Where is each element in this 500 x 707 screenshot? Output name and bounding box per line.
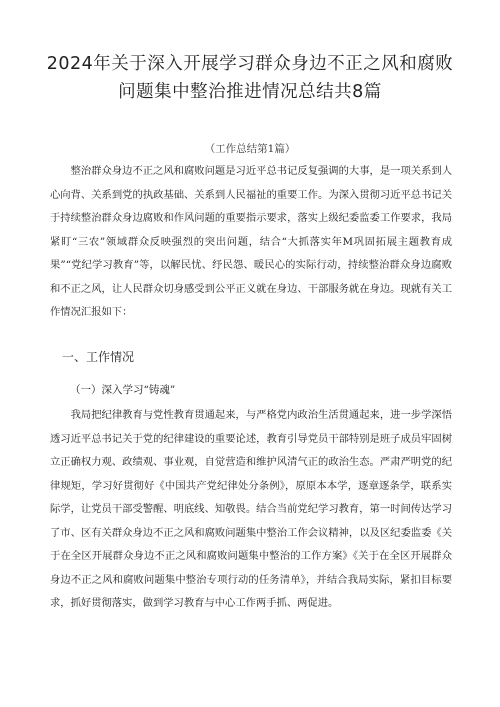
intro-paragraph: 整治群众身边不正之风和腐败问题是习近平总书记反复强调的大事，是一项关系到人心向背、关系到党的执政基础、关系到人民福祉的重要工作。为深入贯彻习近平总书记关于持续整治群众身边腐败和作风问题的重要指示要求，落实上级纪委监委工作要求，我局紧盯“三农”领域群众反映强烈的突出问题，结合“大抓落实年M巩固拓展主题教育成果”“党纪学习教育”等，以解民忧、纾民怨、暖民心的实际行动，持续整治群众身边腐败和不正之风，让人民群众切身感受到公平正义就在身边、干部服务就在身边。现就有关工作情况汇报如下： [50,165,452,318]
title-line-2: 问题集中整治推进情况总结共8篇 [118,82,382,102]
title-line-1: 2024年关于深入开展学习群众身边不正之风和腐败 [46,54,454,74]
body-paragraph: 我局把纪律教育与党性教育贯通起来，与严格党内政治生活贯通起来，进一步学深悟透习近平总书记关于党的纪律建设的重要论述，教育引导党员干部特别是班子成员牢固树立正确权力观、政绩观、事业观，自觉营造和维护风清气正的政治生态。严肃严明党的纪律规矩，学习好贯彻好《中国共产党纪律处分条例》，原原本本学，逐章逐条学，联系实际学，让党员干部受警醒、明底线、知敬畏。结合当前党纪学习教育，第一时间传达学习了市、区有关群众身边不正之风和腐败问题集中整治工作会议精神，以及区纪委监委《关于在全区开展群众身边不正之风和腐败问题集中整治的工作方案》《关于在全区开展群众身边不正之风和腐败问题集中整治专项行动的任务清单》，并结合我局实际，紧扣目标要求，抓好贯彻落实，做到学习教育与中心工作两手抓、两促进。 [50,409,452,609]
section-heading: 一、工作情况 [62,350,135,364]
subsection-heading: （一）深入学习“铸魂” [70,384,176,396]
document-title [30,50,470,106]
document-subtitle: （工作总结第1篇） [204,143,296,155]
